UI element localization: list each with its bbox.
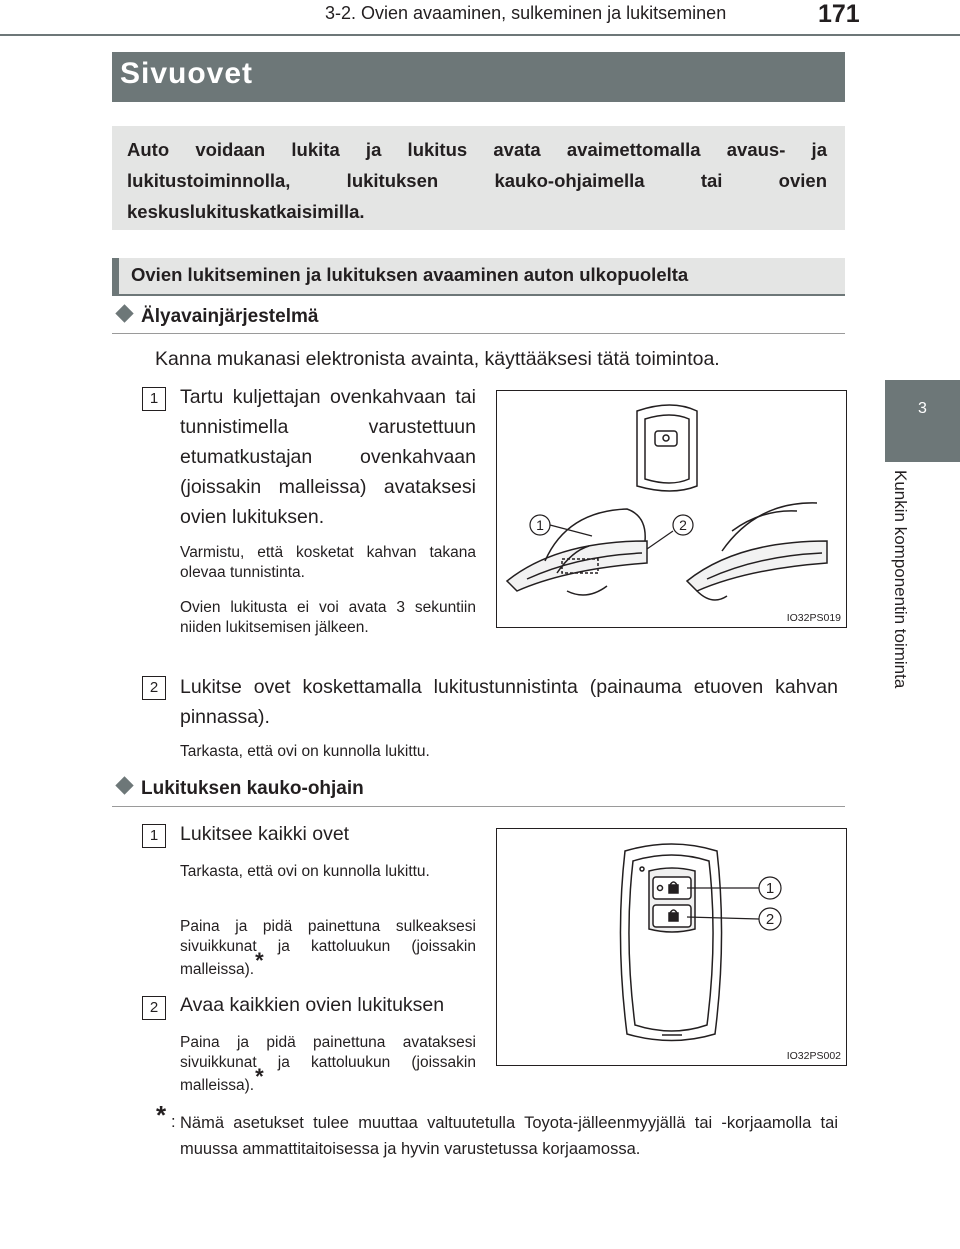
footnote-asterisk: * (156, 1100, 167, 1130)
page-title: Sivuovet (120, 57, 254, 90)
step-number-2: 2 (142, 676, 166, 700)
smart-key-step2-note: Tarkasta, että ovi on kunnolla lukittu. (180, 743, 430, 760)
asterisk-marker: * (255, 1064, 264, 1089)
diamond-bullet-icon (115, 776, 133, 794)
section-heading-text: Lukituksen kauko-ohjain (141, 778, 364, 799)
remote-key-icon (620, 844, 721, 1041)
section-rule (112, 333, 845, 334)
subheading-text: Ovien lukitseminen ja lukituksen avaaminen auton ulkopuolelta (131, 264, 689, 285)
door-handle-illustration (497, 391, 846, 627)
section-rule (112, 806, 845, 807)
step-number-1: 1 (142, 824, 166, 848)
right-door-handle (687, 503, 827, 600)
page-title-bar (112, 52, 845, 102)
remote-key-illustration (497, 829, 846, 1065)
smart-key-step1-text: Tartu kuljettajan ovenkahvaan tai tunnistimella varustettuun etumatkustajan ovenkahvaan (joissakin malleissa) avataksesi ovien lukituksen. (180, 386, 476, 528)
chapter-number: 3 (918, 400, 927, 417)
diamond-bullet-icon (115, 304, 133, 322)
smart-key-step2-text: Lukitse ovet koskettamalla lukitustunnistinta (painauma etuoven kahvan pinnassa). (180, 676, 838, 728)
step-number-2: 2 (142, 996, 166, 1020)
remote-step1-note2-text: Paina ja pidä painettuna sulkeaksesi sivuikkunat ja kattoluukun (joissakin malleissa). (180, 918, 476, 978)
smart-key-step1-note2: Ovien lukitusta ei voi avata 3 sekuntiin niiden lukitsemisen jälkeen. (180, 599, 476, 636)
callout-1-label: 1 (536, 517, 544, 533)
footnote-colon: : (171, 1113, 176, 1131)
section-heading-smart-key (118, 306, 318, 328)
key-fob-icon (637, 405, 697, 491)
remote-step1-note1: Tarkasta, että ovi on kunnolla lukittu. (180, 863, 430, 880)
remote-step2-text: Avaa kaikkien ovien lukituksen (180, 994, 445, 1016)
smart-key-lead: Kanna mukanasi elektronista avainta, käyttääksesi tätä toimintoa. (155, 348, 720, 370)
section-heading-remote (118, 778, 364, 800)
intro-text: Auto voidaan lukita ja lukitus avata avaimettomalla avaus- ja lukitustoiminnolla, lukituksen kauko-ohjaimella tai ovien keskuslukituskatkaisimilla. (127, 139, 827, 222)
remote-step1-note2 (180, 917, 476, 980)
remote-step2-note (180, 1033, 476, 1096)
chapter-title: Kunkin komponentin toiminta (891, 470, 910, 689)
figure-code: IO32PS019 (786, 612, 841, 624)
step-number-1: 1 (142, 387, 166, 411)
asterisk-marker: * (255, 948, 264, 973)
remote-step1-text: Lukitsee kaikki ovet (180, 823, 350, 845)
figure-door-handle (496, 390, 847, 628)
header-rule (0, 34, 960, 36)
subheading-marker (112, 258, 119, 294)
callout-2-label: 2 (679, 517, 687, 533)
figure-remote-key (496, 828, 847, 1066)
chapter-title-vertical (880, 470, 920, 740)
smart-key-step1-note1: Varmistu, että kosketat kahvan takana olevaa tunnistinta. (180, 544, 476, 581)
chapter-tab (885, 380, 960, 462)
section-heading-text: Älyavainjärjestelmä (141, 306, 319, 327)
left-door-handle (507, 509, 647, 595)
remote-step2-note-text: Paina ja pidä painettuna avataksesi sivuikkunat ja kattoluukun (joissakin malleissa). (180, 1034, 476, 1094)
running-header: 3-2. Ovien avaaminen, sulkeminen ja lukitseminen (325, 3, 727, 23)
callout-2-label: 2 (765, 911, 775, 928)
callout-1-label: 1 (765, 880, 775, 897)
intro-box (112, 126, 845, 230)
footnote-text: Nämä asetukset tulee muuttaa valtuutetulla Toyota-jälleenmyyjällä tai -korjaamolla tai muussa ammattitaitoisessa ja hyvin varustetussa korjaamossa. (180, 1114, 838, 1158)
figure-code: IO32PS002 (786, 1050, 841, 1062)
subheading-bar (112, 258, 845, 296)
page-number: 171 (818, 0, 860, 28)
